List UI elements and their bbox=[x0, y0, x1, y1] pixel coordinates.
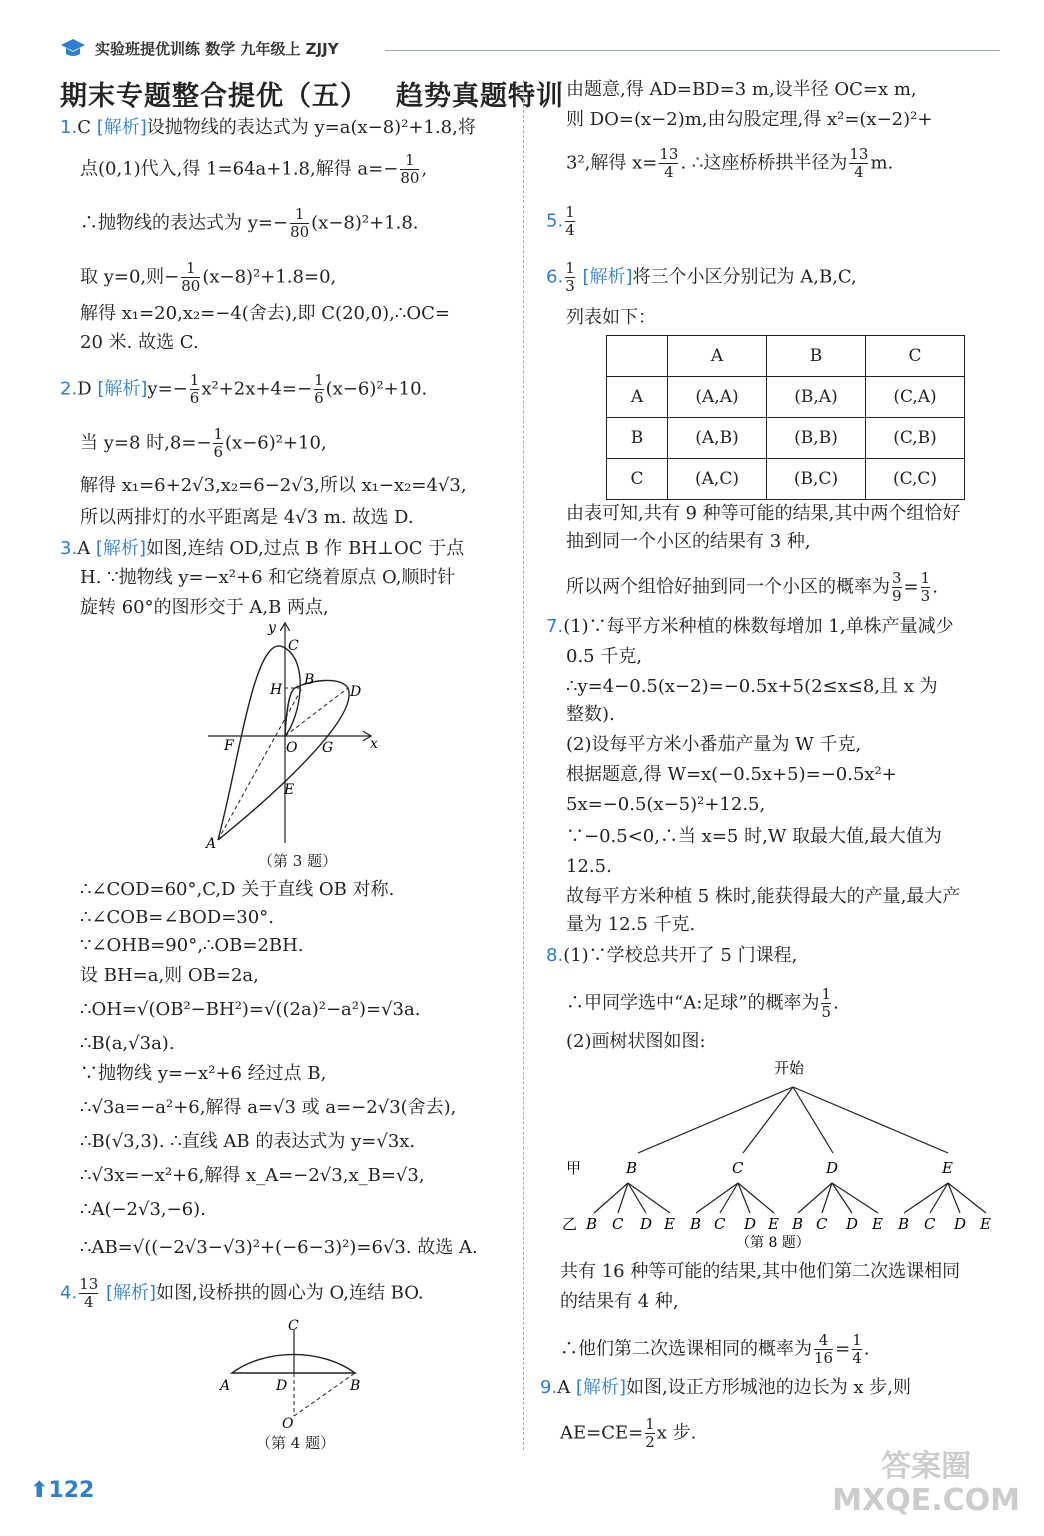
title-main: 期末专题整合提优（五） bbox=[60, 81, 368, 112]
q1-line5: 解得 x₁=20,x₂=−4(舍去),即 C(20,0),∴OC= bbox=[80, 303, 450, 324]
q7-line11: 量为 12.5 千克. bbox=[566, 914, 696, 935]
q7-line8: ∵−0.5<0,∴当 x=5 时,W 取最大值,最大值为 bbox=[566, 826, 942, 847]
q3-line3: 旋转 60°的图形交于 A,B 两点, bbox=[80, 597, 329, 618]
q3-step10: ∴√3x=−x²+6,解得 x_A=−2√3,x_B=√3, bbox=[80, 1165, 425, 1186]
tree-diagram bbox=[560, 1055, 1000, 1255]
q1-line1: 1.C [解析]设抛物线的表达式为 y=a(x−8)²+1.8,将 bbox=[60, 117, 476, 138]
svg-text:D: D bbox=[846, 1215, 859, 1233]
svg-text:E: E bbox=[768, 1215, 779, 1233]
q1-line3: ∴抛物线的表达式为 y=− $\frac{1}{80}$ (x−8)²+1.8. bbox=[80, 205, 419, 241]
watermark: 答案圈 MXQE.COM bbox=[832, 1449, 1020, 1518]
q3-step6: ∴B(a,√3a). bbox=[80, 1033, 175, 1054]
svg-text:B: B bbox=[898, 1215, 910, 1233]
svg-text:H: H bbox=[270, 682, 283, 698]
q3-step5: ∴OH=√(OB²−BH²)=√((2a)²−a²)=√3a. bbox=[80, 999, 421, 1020]
q3-step3: ∵∠OHB=90°,∴OB=2BH. bbox=[80, 935, 304, 956]
q8-line1: 8.(1)∵学校总共开了 5 门课程, bbox=[546, 945, 798, 966]
q7-line5: (2)设每平方米小番茄产量为 W 千克, bbox=[566, 734, 862, 755]
svg-text:E: E bbox=[872, 1215, 883, 1233]
q3-step11: ∴A(−2√3,−6). bbox=[80, 1199, 206, 1220]
q2-line1: 2.D [解析]y=− $\frac{1}{6}$ x²+2x+4=− $\frac{1}{6}$ (x−6)²+10. bbox=[60, 371, 428, 407]
q8-line6: ∴他们第二次选课相同的概率为 $\frac{4}{16}$ = $\frac{1}{4}$ . bbox=[560, 1331, 870, 1367]
svg-text:D: D bbox=[350, 684, 362, 700]
q4-line1: 4. $\frac{13}{4}$ [解析]如图,设桥拱的圆心为 O,连结 BO. bbox=[60, 1275, 424, 1311]
svg-text:D: D bbox=[826, 1159, 839, 1177]
q7-line1: 7.(1)∵每平方米种植的株数每增加 1,单株产量减少 bbox=[546, 616, 954, 637]
svg-text:B: B bbox=[792, 1215, 804, 1233]
svg-text:D: D bbox=[744, 1215, 757, 1233]
q3-step8: ∴√3a=−a²+6,解得 a=√3 或 a=−2√3(舍去), bbox=[80, 1097, 457, 1118]
svg-text:G: G bbox=[322, 740, 334, 756]
q6-line5: 所以两个组恰好抽到同一个小区的概率为 $\frac{3}{9}$ = $\frac{1}{3}$ . bbox=[566, 569, 938, 605]
title-sub: 趋势真题特训 bbox=[396, 81, 564, 112]
svg-text:D: D bbox=[954, 1215, 967, 1233]
svg-text:A: A bbox=[206, 836, 217, 852]
q4-right-line2: 则 DO=(x−2)m,由勾股定理,得 x²=(x−2)²+ bbox=[566, 109, 933, 130]
q4-caption: （第 4 题） bbox=[256, 1434, 336, 1452]
svg-text:A: A bbox=[220, 1378, 231, 1394]
svg-text:D: D bbox=[640, 1215, 653, 1233]
q6-line2: 列表如下： bbox=[566, 307, 656, 328]
arrow-up-icon: ⬆ bbox=[30, 1478, 49, 1503]
svg-text:x: x bbox=[370, 736, 378, 752]
q9-line2: AE=CE= $\frac{1}{2}$ x 步. bbox=[560, 1415, 697, 1451]
graduation-cap-icon bbox=[60, 36, 86, 62]
q7-line2: 0.5 千克, bbox=[566, 646, 643, 667]
q1-line4: 取 y=0,则− $\frac{1}{80}$ (x−8)²+1.8=0, bbox=[80, 259, 337, 295]
q3-step4: 设 BH=a,则 OB=2a, bbox=[80, 965, 259, 986]
svg-text:C: C bbox=[288, 638, 299, 654]
q6-line3: 由表可知,共有 9 种等可能的结果,其中两个组恰好 bbox=[566, 503, 961, 524]
q8-line4: 共有 16 种等可能的结果,其中他们第二次选课相同 bbox=[560, 1261, 961, 1282]
header-rule bbox=[385, 50, 1000, 51]
q3-line2: H. ∵抛物线 y=−x²+6 和它绕着原点 O,顺时针 bbox=[80, 567, 456, 588]
figure-q3 bbox=[200, 618, 400, 853]
q1-line6: 20 米. 故选 C. bbox=[80, 332, 199, 353]
svg-text:B: B bbox=[350, 1378, 361, 1394]
svg-text:B: B bbox=[586, 1215, 598, 1233]
q3-step12: ∴AB=√((−2√3−√3)²+(−6−3)²)=6√3. 故选 A. bbox=[80, 1237, 478, 1258]
column-divider bbox=[523, 80, 524, 1450]
page-number: ⬆122 bbox=[30, 1478, 95, 1503]
svg-text:开始: 开始 bbox=[774, 1059, 805, 1077]
q2-line4: 所以两排灯的水平距离是 4√3 m. 故选 D. bbox=[80, 507, 414, 528]
q3-step1: ∴∠COD=60°,C,D 关于直线 OB 对称. bbox=[80, 879, 395, 900]
q8-line5: 的结果有 4 种, bbox=[560, 1291, 679, 1312]
q9-line1: 9.A [解析]如图,设正方形城池的边长为 x 步,则 bbox=[540, 1377, 912, 1398]
q5-line: 5. $\frac{1}{4}$ bbox=[546, 203, 575, 239]
svg-text:E: E bbox=[284, 782, 295, 798]
svg-text:B: B bbox=[626, 1159, 638, 1177]
line-OD bbox=[285, 688, 348, 736]
svg-text:D: D bbox=[276, 1378, 288, 1394]
q6-line4: 抽到同一个小区的结果有 3 种, bbox=[566, 531, 811, 552]
q3-line1: 3.A [解析]如图,连结 OD,过点 B 作 BH⊥OC 于点 bbox=[60, 538, 465, 559]
svg-text:O: O bbox=[286, 740, 298, 756]
svg-text:B: B bbox=[304, 672, 315, 688]
page-title bbox=[60, 74, 564, 113]
svg-text:C: C bbox=[714, 1215, 726, 1233]
svg-text:C: C bbox=[816, 1215, 828, 1233]
q8-line2: ∴甲同学选中“A:足球”的概率为 $\frac{1}{5}$ . bbox=[566, 985, 839, 1021]
q3-step9: ∴B(√3,3). ∴直线 AB 的表达式为 y=√3x. bbox=[80, 1131, 416, 1152]
figure-q4 bbox=[210, 1318, 380, 1430]
table-header-row: A B C bbox=[607, 336, 965, 377]
q3-step2: ∴∠COB=∠BOD=30°. bbox=[80, 907, 274, 928]
svg-text:B: B bbox=[690, 1215, 702, 1233]
svg-text:C: C bbox=[612, 1215, 624, 1233]
svg-text:（第 8 题）: （第 8 题） bbox=[736, 1235, 810, 1251]
q6-table bbox=[606, 335, 965, 500]
q8-line3: (2)画树状图如图: bbox=[566, 1031, 706, 1052]
line-BO bbox=[294, 1373, 355, 1416]
q3-caption: （第 3 题） bbox=[258, 852, 338, 870]
running-header bbox=[40, 36, 1000, 68]
q2-line3: 解得 x₁=6+2√3,x₂=6−2√3,所以 x₁−x₂=4√3, bbox=[80, 475, 467, 496]
svg-text:C: C bbox=[288, 1318, 299, 1334]
rotated-parabola-curve bbox=[218, 680, 349, 840]
q3-step7: ∵抛物线 y=−x²+6 经过点 B, bbox=[80, 1063, 327, 1084]
q7-line7: 5x=−0.5(x−5)²+12.5, bbox=[566, 794, 766, 815]
table-row: B (A,B) (B,B) (C,B) bbox=[607, 418, 965, 459]
table-row: A (A,A) (B,A) (C,A) bbox=[607, 377, 965, 418]
q7-line4: 整数). bbox=[566, 704, 615, 725]
q7-line9: 12.5. bbox=[566, 856, 612, 877]
svg-text:C: C bbox=[924, 1215, 936, 1233]
q7-line10: 故每平方米种植 5 株时,能获得最大的产量,最大产 bbox=[566, 886, 961, 907]
svg-text:甲: 甲 bbox=[566, 1159, 582, 1177]
svg-text:y: y bbox=[268, 620, 276, 636]
q6-line1: 6. $\frac{1}{3}$ [解析]将三个小区分别记为 A,B,C, bbox=[546, 259, 857, 295]
book-title: 实验班提优训练 数学 九年级上 ZJJY bbox=[95, 40, 339, 58]
svg-text:O: O bbox=[282, 1416, 294, 1430]
line-AB bbox=[218, 688, 302, 840]
svg-text:C: C bbox=[732, 1159, 744, 1177]
svg-text:E: E bbox=[942, 1159, 953, 1177]
table-row: C (A,C) (B,C) (C,C) bbox=[607, 459, 965, 500]
q4-right-line3: 3²,解得 x= $\frac{13}{4}$ . ∴这座桥桥拱半径为 $\frac{13}{4}$ m. bbox=[566, 145, 894, 181]
q7-line6: 根据题意,得 W=x(−0.5x+5)=−0.5x²+ bbox=[566, 764, 897, 785]
svg-text:乙: 乙 bbox=[562, 1215, 578, 1233]
q7-line3: ∴y=4−0.5(x−2)=−0.5x+5(2≤x≤8,且 x 为 bbox=[566, 676, 938, 697]
svg-text:F: F bbox=[224, 738, 234, 754]
q1-line2: 点(0,1)代入,得 1=64a+1.8,解得 a=− $\frac{1}{80}$ , bbox=[80, 151, 428, 187]
q4-right-line1: 由题意,得 AD=BD=3 m,设半径 OC=x m, bbox=[566, 79, 917, 100]
q2-line2: 当 y=8 时,8=− $\frac{1}{6}$ (x−6)²+10, bbox=[80, 425, 327, 461]
svg-text:E: E bbox=[664, 1215, 675, 1233]
svg-text:E: E bbox=[980, 1215, 991, 1233]
